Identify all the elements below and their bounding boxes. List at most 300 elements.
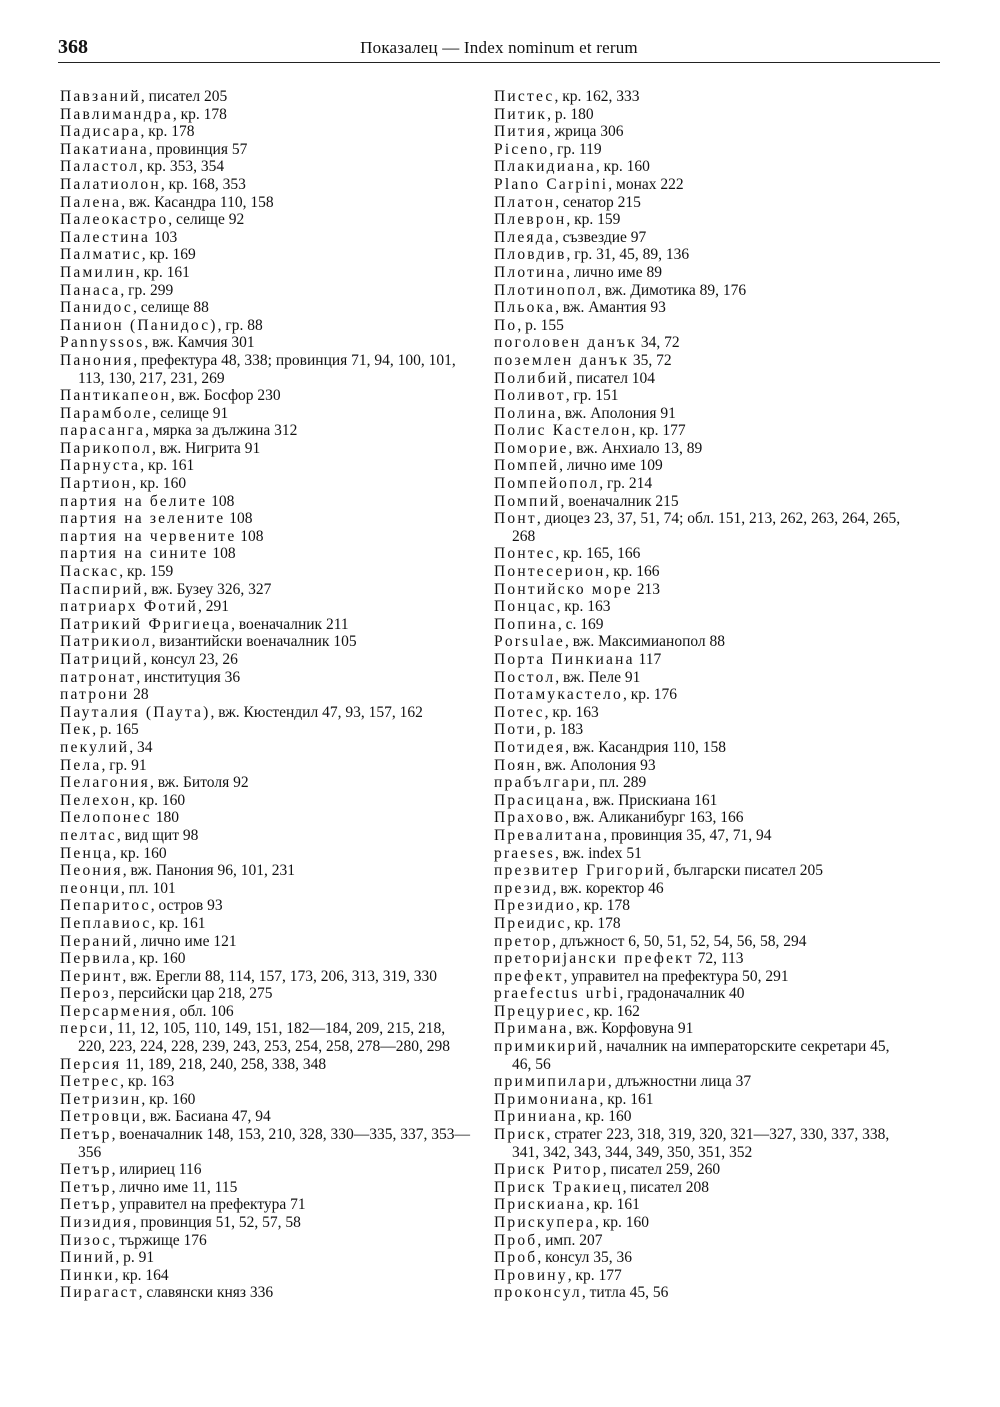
index-entry: [60, 651, 472, 669]
index-locators: , славянски княз 336: [138, 1284, 274, 1302]
index-entry: [494, 1003, 910, 1021]
index-entry: [60, 141, 472, 159]
index-entry: [60, 950, 472, 968]
index-locators: , вж. Бузеу 326, 327: [143, 580, 272, 598]
index-locators: , кр. 168, 353: [160, 175, 246, 193]
index-entry: [494, 633, 910, 651]
index-term: Палена: [60, 193, 122, 211]
index-locators: , консул 23, 26: [143, 651, 238, 668]
index-locators: , вж. Камчия 301: [144, 334, 255, 352]
index-entry: [60, 194, 472, 212]
index-term: Палматис: [60, 246, 142, 264]
index-term: Патрикий Фригиеца: [60, 615, 232, 633]
index-term: Прискупера: [494, 1214, 595, 1231]
index-term: praefectus urbi: [494, 985, 620, 1003]
index-locators: , кр. 353, 354: [139, 158, 225, 176]
index-locators: 34, 72: [636, 334, 680, 352]
index-term: Проб: [494, 1249, 538, 1267]
index-entry: [60, 334, 472, 352]
index-entry: [60, 581, 472, 599]
index-term: Piceno: [494, 140, 550, 158]
index-entry: [494, 405, 910, 423]
index-entry: [60, 915, 472, 933]
index-term: Палатиолон: [60, 175, 161, 193]
index-entry: [60, 686, 472, 704]
index-term: Приск: [494, 1126, 547, 1144]
index-locators: , вж. Корфовуна 91: [568, 1020, 694, 1038]
index-locators: , обл. 106: [171, 1002, 234, 1020]
index-term: Полис Кастелон: [494, 422, 632, 440]
index-term: Пития: [494, 123, 547, 141]
index-term: Пеплавиос: [60, 914, 152, 932]
index-locators: , вж. Прискиана 161: [585, 791, 718, 809]
index-term: Постол: [494, 668, 556, 686]
index-term: Потес: [494, 703, 545, 721]
index-entry: [60, 264, 472, 282]
index-entry: [60, 317, 472, 335]
index-locators: , консул 35, 36: [537, 1249, 633, 1267]
index-locators: , военачалник 211: [231, 615, 349, 633]
index-locators: , персийски цар 218, 275: [110, 985, 273, 1003]
index-term: поземлен данък: [494, 351, 630, 369]
index-term: Поморие: [494, 439, 569, 457]
index-entry: [494, 704, 910, 722]
index-term: проконсул: [494, 1284, 582, 1302]
index-entry: [494, 211, 910, 229]
index-term: Персия: [60, 1055, 122, 1073]
index-locators: , гр. 88: [217, 316, 263, 334]
index-entry: [494, 1249, 910, 1267]
index-entry: [60, 106, 472, 124]
index-entry: [60, 352, 472, 387]
index-locators: , с. 169: [557, 615, 604, 633]
index-entry: [60, 1284, 472, 1302]
index-locators: , градоначалник 40: [619, 985, 745, 1003]
index-locators: , селище 88: [132, 299, 209, 317]
index-entry: [494, 721, 910, 739]
index-entry: [494, 1214, 910, 1232]
index-entry: [494, 1232, 910, 1250]
index-entry: [494, 581, 910, 599]
index-term: пеонци: [60, 879, 122, 897]
index-entry: [494, 933, 910, 951]
index-entry: [60, 510, 472, 528]
index-locators: , тържище 176: [111, 1231, 207, 1249]
index-term: префект: [494, 967, 564, 985]
index-entry: [494, 229, 910, 247]
index-entry: [494, 862, 910, 880]
index-entry: [60, 704, 472, 722]
index-locators: , вж. Басиана 47, 94: [142, 1108, 271, 1126]
index-entry: [494, 669, 910, 687]
index-term: Потамукастело: [494, 686, 623, 704]
index-term: Пиний: [60, 1249, 116, 1267]
index-locators: 108: [225, 510, 253, 528]
index-term: Плотинопол: [494, 281, 598, 299]
index-locators: , кр. 161: [140, 457, 195, 475]
index-locators: , вж. Касандрия 110, 158: [565, 738, 727, 756]
index-term: Помпий: [494, 492, 561, 510]
index-term: презид: [494, 879, 553, 897]
index-entry: [494, 194, 910, 212]
index-entry: [494, 827, 910, 845]
index-entry: [494, 1284, 910, 1302]
index-entry: [494, 1091, 910, 1109]
index-locators: , гр. 31, 45, 89, 136: [566, 246, 690, 264]
index-term: примипилари: [494, 1073, 608, 1091]
index-locators: , вж. Касандра 110, 158: [121, 193, 274, 211]
index-locators: , р. 91: [115, 1249, 155, 1267]
index-entry: [494, 1108, 910, 1126]
index-locators: , кр. 161: [585, 1196, 640, 1214]
index-term: Пизос: [60, 1231, 112, 1249]
index-entry: [494, 282, 910, 300]
index-term: Памилин: [60, 263, 136, 281]
index-entry: [60, 457, 472, 475]
index-term: парасанга: [60, 422, 146, 440]
index-term: прабългари: [494, 774, 592, 792]
index-locators: , кр. 160: [132, 475, 187, 493]
index-term: Porsulae: [494, 633, 565, 651]
index-locators: , кр. 161: [135, 263, 190, 281]
index-locators: , кр. 178: [575, 897, 630, 915]
index-term: Пистес: [494, 88, 555, 105]
index-entry: [60, 757, 472, 775]
index-entry: [60, 158, 472, 176]
index-entry: [494, 1179, 910, 1197]
index-locators: , кр. 160: [141, 1090, 196, 1108]
index-term: Порта Пинкиана: [494, 651, 635, 668]
index-locators: , лично име 89: [566, 263, 662, 281]
index-locators: , вж. Босфор 230: [170, 387, 281, 405]
index-locators: , кр. 159: [566, 211, 621, 229]
index-locators: , илириец 116: [111, 1161, 202, 1179]
index-locators: , кр. 160: [595, 158, 650, 176]
index-locators: 213: [632, 580, 660, 598]
running-head: Показалец — Index nominum et rerum: [360, 38, 638, 57]
index-locators: , писател 208: [622, 1178, 710, 1196]
index-term: Палеокастро: [60, 211, 169, 229]
index-locators: , кр. 177: [631, 422, 686, 440]
index-term: Полибий: [494, 369, 569, 387]
index-locators: , вж. Анхиало 13, 89: [568, 439, 703, 457]
index-term: Панаса: [60, 281, 121, 299]
index-entry: [494, 317, 910, 335]
index-locators: , управител на префектура 71: [111, 1196, 306, 1214]
index-term: Понтес: [494, 545, 556, 563]
index-locators: , вж. Аполония 93: [536, 756, 656, 774]
index-entry: [494, 1161, 910, 1179]
index-locators: 180: [151, 809, 179, 827]
index-entry: [494, 1196, 910, 1214]
index-term: Патриций: [60, 651, 144, 668]
index-locators: 35, 72: [629, 351, 672, 369]
index-term: Петър: [60, 1161, 112, 1179]
index-locators: , писател 205: [140, 88, 228, 105]
index-term: Приск Ритор: [494, 1161, 603, 1179]
index-locators: , военачалник 215: [560, 492, 679, 510]
index-locators: , гр. 91: [101, 756, 147, 774]
index-locators: , 34: [129, 738, 153, 756]
index-locators: , кр. 160: [131, 950, 186, 968]
index-entry: [60, 1179, 472, 1197]
index-term: патронат: [60, 668, 137, 686]
index-locators: , вж. Димотика 89, 176: [597, 281, 747, 299]
index-entry: [60, 88, 472, 106]
index-entry: [60, 1232, 472, 1250]
index-term: пелтас: [60, 826, 117, 844]
index-term: Примана: [494, 1020, 569, 1038]
index-term: партия на зелените: [60, 510, 226, 528]
index-term: Паластол: [60, 158, 140, 176]
index-locators: , кр. 163: [120, 1073, 175, 1091]
index-term: Потидея: [494, 738, 566, 756]
index-entry: [494, 387, 910, 405]
index-locators: , гр. 151: [565, 387, 619, 405]
index-entry: [60, 1091, 472, 1109]
index-term: Пелопонес: [60, 809, 152, 827]
index-term: Пек: [60, 721, 93, 739]
index-term: Петрес: [60, 1073, 121, 1091]
index-term: Прискиана: [494, 1196, 586, 1214]
index-term: По: [494, 316, 518, 334]
index-entry: [494, 457, 910, 475]
index-locators: , военачалник 148, 153, 210, 328, 330—335, 337, 353—356: [78, 1126, 471, 1161]
left-index-column: [60, 88, 472, 1302]
index-term: Плеяда: [494, 228, 555, 246]
index-entry: [494, 123, 910, 141]
index-term: Пероз: [60, 985, 111, 1003]
index-entry: [60, 1056, 472, 1074]
index-locators: , селище 92: [168, 211, 245, 229]
index-locators: , провинция 51, 52, 57, 58: [132, 1214, 301, 1231]
index-term: Петър: [60, 1126, 112, 1144]
index-entry: [494, 1038, 910, 1073]
index-entry: [60, 545, 472, 563]
index-locators: , вж. Нигрита 91: [152, 439, 261, 457]
index-term: Прецуриес: [494, 1002, 586, 1020]
index-entry: [494, 545, 910, 563]
index-locators: , вж. Панония 96, 101, 231: [122, 862, 296, 880]
index-locators: 28: [129, 686, 149, 704]
index-entry: [494, 510, 910, 545]
index-term: Пловдив: [494, 246, 567, 264]
index-locators: , диоцез 23, 37, 51, 74; обл. 151, 213, 262, 263, 264, 265, 268: [512, 510, 901, 545]
index-term: Президио: [494, 897, 576, 915]
index-term: Понцас: [494, 598, 557, 616]
index-term: Пакатиана: [60, 140, 149, 158]
index-locators: , вж. Максимианопол 88: [564, 633, 726, 651]
page-header: [58, 36, 940, 63]
index-locators: , кр. 165, 166: [555, 545, 641, 563]
index-locators: , селище 91: [152, 404, 229, 422]
index-locators: 103: [150, 228, 178, 246]
index-locators: 108: [207, 492, 235, 510]
index-term: Пирагаст: [60, 1284, 139, 1302]
index-term: Парнуста: [60, 457, 141, 475]
index-entry: [60, 933, 472, 951]
index-term: Плотина: [494, 263, 567, 281]
index-term: Пинки: [60, 1266, 115, 1284]
index-entry: [494, 246, 910, 264]
index-entry: [494, 264, 910, 282]
index-term: патрони: [60, 686, 130, 704]
index-entry: [494, 106, 910, 124]
index-term: Палестина: [60, 228, 151, 246]
index-term: Пльока: [494, 299, 556, 317]
index-locators: , кр. 178: [172, 105, 227, 123]
index-term: партия на червените: [60, 527, 237, 545]
index-entry: [60, 827, 472, 845]
index-term: примикирий: [494, 1038, 599, 1056]
index-locators: , лично име 121: [133, 932, 237, 950]
index-locators: , вж. Аликанибург 163, 166: [565, 809, 744, 827]
index-locators: , лично име 11, 115: [111, 1178, 238, 1196]
index-entry: [494, 845, 910, 863]
index-term: пекулий: [60, 738, 130, 756]
index-locators: , сенатор 215: [555, 193, 641, 211]
index-locators: , кр. 163: [556, 598, 611, 616]
index-entry: [494, 792, 910, 810]
index-locators: , кр. 161: [599, 1090, 654, 1108]
index-locators: , вж. index 51: [555, 844, 642, 862]
index-entry: [60, 1214, 472, 1232]
index-term: Plano Carpini: [494, 175, 609, 193]
index-term: Примониана: [494, 1090, 600, 1108]
index-term: поголовен данък: [494, 334, 637, 352]
index-term: Петър: [60, 1178, 112, 1196]
index-term: Пеония: [60, 862, 123, 880]
index-entry: [60, 985, 472, 1003]
index-entry: [60, 1249, 472, 1267]
page-number: 368: [58, 36, 88, 58]
index-entry: [60, 475, 472, 493]
index-locators: , кр. 166: [605, 563, 660, 581]
index-term: Поян: [494, 756, 537, 774]
index-entry: [60, 1161, 472, 1179]
index-term: Преидис: [494, 914, 567, 932]
index-entry: [60, 493, 472, 511]
index-term: praeses: [494, 844, 556, 862]
index-entry: [60, 123, 472, 141]
index-entry: [60, 862, 472, 880]
index-term: Pannyssos: [60, 334, 145, 352]
index-entry: [60, 897, 472, 915]
index-term: Панония: [60, 351, 134, 369]
index-term: Патрикиол: [60, 633, 152, 651]
index-locators: , гр. 119: [549, 140, 602, 158]
index-locators: , кр. 161: [151, 914, 206, 932]
index-locators: , р. 165: [92, 721, 139, 739]
index-entry: [60, 845, 472, 863]
index-locators: 117: [634, 651, 662, 668]
index-locators: , пл. 101: [121, 879, 176, 897]
index-entry: [494, 299, 910, 317]
index-locators: , мярка за дължина 312: [145, 422, 298, 440]
index-term: претор: [494, 932, 553, 950]
index-locators: , кр. 160: [112, 844, 167, 862]
index-locators: , управител на префектура 50, 291: [563, 967, 789, 985]
index-entry: [494, 1073, 910, 1091]
index-entry: [494, 176, 910, 194]
index-entry: [494, 563, 910, 581]
index-term: Пизидия: [60, 1214, 133, 1231]
index-entry: [60, 299, 472, 317]
index-locators: , кр. 160: [577, 1108, 632, 1126]
index-locators: , провинция 35, 47, 71, 94: [603, 826, 772, 844]
index-entry: [60, 1196, 472, 1214]
index-term: преторијански префект: [494, 950, 694, 968]
index-locators: , 11, 12, 105, 110, 149, 151, 182—184, 209, 215, 218, 220, 223, 224, 228, 239, 243, 253, 254, 258, 278—280, 298: [78, 1020, 450, 1056]
index-entry: [494, 950, 910, 968]
index-entry: [494, 809, 910, 827]
index-entry: [60, 211, 472, 229]
index-entry: [60, 440, 472, 458]
index-locators: , кр. 159: [119, 563, 174, 581]
index-term: Партион: [60, 475, 133, 493]
index-locators: , кр. 169: [141, 246, 196, 264]
index-entry: [494, 598, 910, 616]
index-term: Поти: [494, 721, 537, 739]
index-entry: [60, 1126, 472, 1161]
index-locators: , вж. Ерегли 88, 114, 157, 173, 206, 313, 319, 330: [122, 967, 437, 985]
index-term: Питик: [494, 105, 548, 123]
index-term: Пелагония: [60, 774, 150, 792]
index-entry: [494, 968, 910, 986]
index-term: Панион (Панидос): [60, 316, 218, 334]
index-locators: , византийски военачалник 105: [151, 633, 357, 651]
index-locators: , лично име 109: [559, 457, 663, 475]
index-entry: [494, 686, 910, 704]
index-term: Петър: [60, 1196, 112, 1214]
index-term: Павзаний: [60, 88, 141, 105]
index-entry: [60, 968, 472, 986]
index-term: Понтийско море: [494, 580, 633, 598]
index-term: Плеврон: [494, 211, 567, 229]
index-term: Паспирий: [60, 580, 144, 598]
index-entry: [60, 792, 472, 810]
index-locators: , имп. 207: [537, 1231, 603, 1249]
index-locators: , кр. 176: [622, 686, 677, 704]
index-term: Пантикапеон: [60, 387, 171, 405]
index-entry: [60, 405, 472, 423]
index-locators: , началник на императорските секретари 45, 46, 56: [512, 1038, 890, 1073]
index-entry: [60, 528, 472, 546]
index-locators: 72, 113: [693, 950, 744, 968]
index-entry: [60, 1108, 472, 1126]
index-locators: , кр. 162, 333: [554, 88, 640, 105]
index-locators: , префектура 48, 338; провинция 71, 94, 100, 101, 113, 130, 217, 231, 269: [78, 351, 456, 387]
index-entry: [494, 897, 910, 915]
index-locators: , вид щит 98: [116, 826, 199, 844]
index-entry: [60, 598, 472, 616]
index-entry: [60, 616, 472, 634]
index-locators: , остров 93: [150, 897, 223, 915]
right-index-column: [494, 88, 910, 1302]
index-locators: , вж. Аполония 91: [557, 404, 676, 422]
index-locators: , стратег 223, 318, 319, 320, 321—327, 330, 337, 338, 341, 342, 343, 344, 349, 350, 351, 352: [512, 1126, 890, 1161]
index-term: Полина: [494, 404, 558, 422]
index-locators: , институция 36: [136, 668, 241, 686]
index-term: перси: [60, 1020, 110, 1038]
index-locators: , кр. 160: [131, 791, 186, 809]
index-entry: [60, 774, 472, 792]
index-term: Павлимандра: [60, 105, 173, 123]
index-entry: [60, 282, 472, 300]
index-locators: , кр. 178: [566, 914, 621, 932]
index-term: Пауталия (Паута): [60, 703, 211, 721]
index-term: патриарх Фотий: [60, 598, 198, 616]
